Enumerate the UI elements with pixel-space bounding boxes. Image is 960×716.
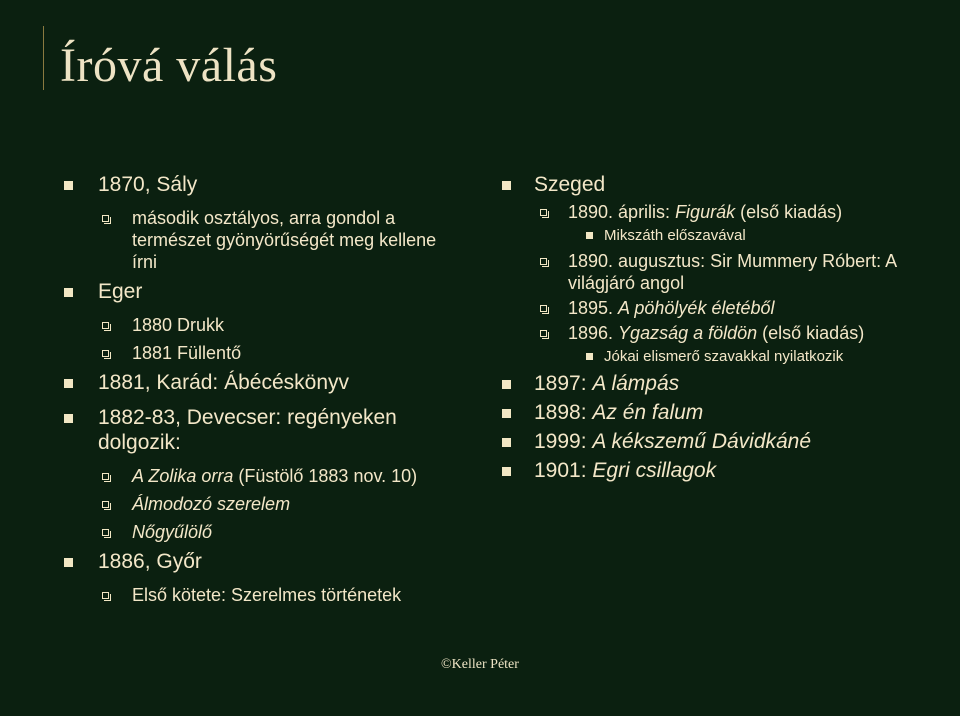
right-bullet-item (500, 322, 940, 344)
hollow-square-bullet-icon (102, 529, 109, 536)
right-bullet-item (500, 371, 940, 396)
right-bullet-item (500, 458, 940, 483)
left-bullet-item (62, 521, 462, 543)
left-bullet-item (62, 279, 462, 304)
bullet-text: A Zolika orra (132, 466, 234, 486)
square-bullet-icon (502, 409, 511, 418)
right-bullet-item (500, 172, 940, 197)
left-bullet-item (62, 207, 462, 273)
left-bullet-item (62, 370, 462, 395)
bullet-text: A kékszemű Dávidkáné (592, 430, 812, 453)
left-bullet-item (62, 549, 462, 574)
hollow-square-bullet-icon (540, 305, 547, 312)
bullet-text: 1999: (534, 430, 593, 453)
bullet-text: Figurák (675, 202, 736, 222)
right-bullet-item (500, 429, 940, 454)
square-bullet-icon (64, 414, 73, 423)
left-bullet-item (62, 465, 462, 487)
bullet-text: 1881, Karád: Ábécéskönyv (98, 371, 349, 394)
hollow-square-bullet-icon (540, 209, 547, 216)
square-bullet-icon (64, 181, 73, 190)
square-bullet-icon (64, 379, 73, 388)
right-column-list (500, 172, 940, 487)
bullet-text: 1881 Füllentő (132, 343, 242, 363)
left-column-list (62, 172, 462, 612)
hollow-square-bullet-icon (102, 473, 109, 480)
bullet-text: Álmodozó szerelem (132, 494, 291, 514)
hollow-square-bullet-icon (102, 592, 109, 599)
slide-title: Íróvá válás (60, 39, 278, 92)
left-bullet-item (62, 342, 462, 364)
bullet-text: Szeged (534, 173, 606, 196)
bullet-text: Első kötete: Szerelmes történetek (132, 585, 402, 605)
bullet-text: 1890. április: (568, 202, 676, 222)
footer-copyright: ©Keller Péter (441, 657, 519, 672)
left-bullet-item (62, 405, 462, 455)
right-bullet-item (500, 201, 940, 223)
bullet-text: 1897: (534, 372, 593, 395)
title-accent-line (43, 26, 44, 90)
hollow-square-bullet-icon (102, 215, 109, 222)
left-bullet-item (62, 584, 462, 606)
bullet-text: 1896. (568, 323, 619, 343)
right-bullet-item (500, 250, 940, 294)
bullet-text: (első kiadás) (735, 202, 843, 222)
bullet-text: Eger (98, 280, 143, 303)
right-bullet-item (500, 297, 940, 319)
square-bullet-icon (64, 558, 73, 567)
right-bullet-item (500, 347, 940, 366)
right-bullet-item (500, 400, 940, 425)
left-bullet-item (62, 172, 462, 197)
bullet-text: Ygazság a földön (618, 323, 758, 343)
hollow-square-bullet-icon (102, 350, 109, 357)
right-bullet-item (500, 226, 940, 245)
square-bullet-icon (64, 288, 73, 297)
left-bullet-item (62, 493, 462, 515)
hollow-square-bullet-icon (102, 322, 109, 329)
bullet-text: 1886, Győr (98, 550, 202, 573)
bullet-text: 1901: (534, 459, 593, 482)
bullet-text: 1882-83, Devecser: regényeken dolgozik: (98, 406, 397, 454)
bullet-text: 1898: (534, 401, 593, 424)
bullet-text: Az én falum (592, 401, 704, 424)
bullet-text: A pöhölyék életéből (618, 298, 775, 318)
square-bullet-icon (502, 467, 511, 476)
square-bullet-icon (502, 438, 511, 447)
left-bullet-item (62, 314, 462, 336)
bullet-text: Nőgyűlölő (132, 522, 213, 542)
square-bullet-icon (586, 353, 593, 360)
square-bullet-icon (502, 181, 511, 190)
bullet-text: (első kiadás) (757, 323, 865, 343)
bullet-text: Jókai elismerő szavakkal nyilatkozik (604, 348, 844, 365)
hollow-square-bullet-icon (540, 330, 547, 337)
bullet-text: 1890. augusztus: Sir Mummery Róbert: A világjáró angol (568, 251, 897, 293)
hollow-square-bullet-icon (102, 501, 109, 508)
bullet-text: Egri csillagok (592, 459, 717, 482)
bullet-text: 1895. (568, 298, 619, 318)
bullet-text: második osztályos, arra gondol a természet gyönyörűségét meg kellene írni (132, 208, 437, 272)
bullet-text: A lámpás (592, 372, 680, 395)
hollow-square-bullet-icon (540, 258, 547, 265)
bullet-text: 1880 Drukk (132, 315, 225, 335)
bullet-text: Mikszáth előszavával (604, 227, 746, 244)
square-bullet-icon (586, 232, 593, 239)
bullet-text: (Füstölő 1883 nov. 10) (233, 466, 418, 486)
square-bullet-icon (502, 380, 511, 389)
bullet-text: 1870, Sály (98, 173, 198, 196)
